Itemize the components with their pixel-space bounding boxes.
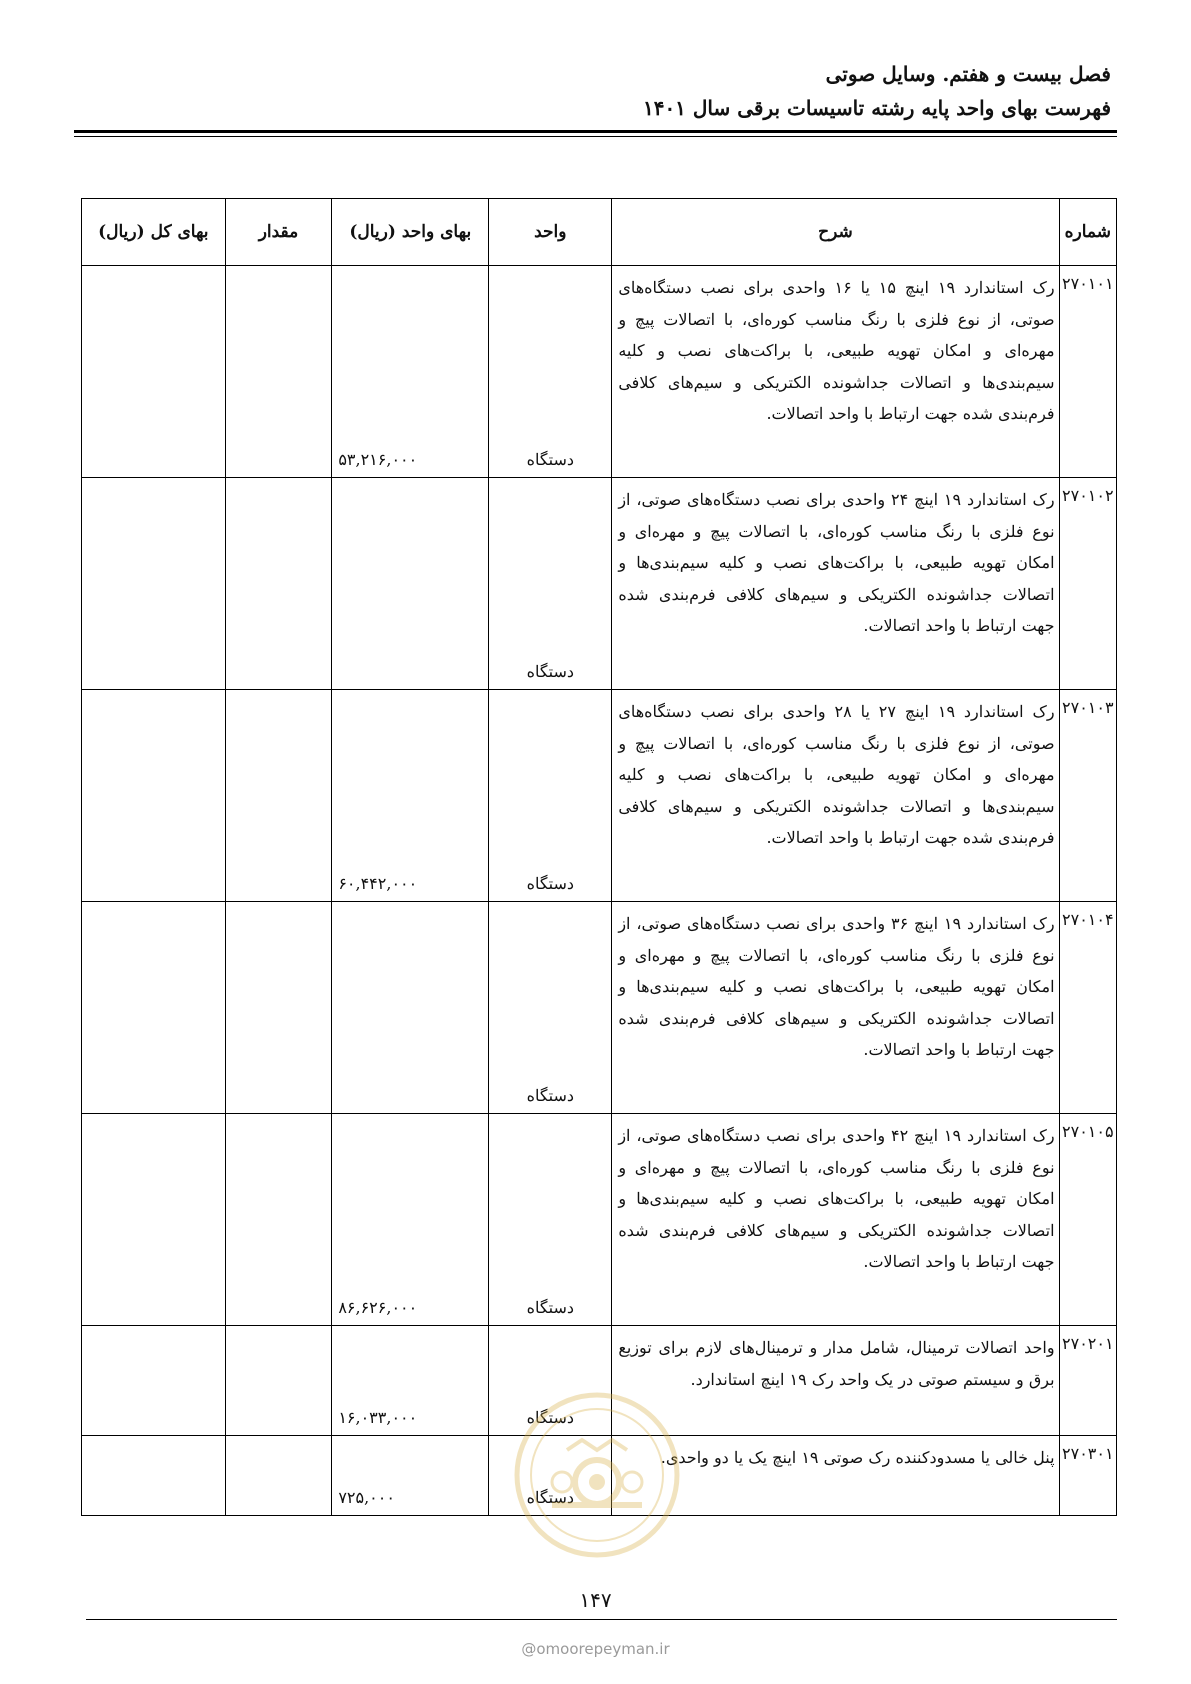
item-number: ۲۷۰۱۰۲ [1059, 478, 1116, 690]
item-unit: دستگاه [489, 902, 612, 1114]
header-total-price: بهای کل (ریال) [82, 199, 226, 266]
item-description: رک استاندارد ۱۹ اینچ ۲۴ واحدی برای نصب دستگاه‌های صوتی، از نوع فلزی با رنگ مناسب کوره‌ای، با اتصالات پیچ و مهره‌ای و امکان تهویه طبیعی، با براکت‌های نصب و کلیه سیم‌بندی‌ها و اتصالات جداشونده الکتریکی و سیم‌های کلافی فرم‌بندی شده جهت ارتباط با واحد اتصالات. [612, 478, 1059, 690]
item-unit: دستگاه [489, 266, 612, 478]
item-total-price [82, 1326, 226, 1436]
item-unit: دستگاه [489, 690, 612, 902]
item-number: ۲۷۰۱۰۵ [1059, 1114, 1116, 1326]
header-description: شرح [612, 199, 1059, 266]
item-number: ۲۷۰۱۰۴ [1059, 902, 1116, 1114]
item-total-price [82, 266, 226, 478]
item-description: رک استاندارد ۱۹ اینچ ۳۶ واحدی برای نصب دستگاه‌های صوتی، از نوع فلزی با رنگ مناسب کوره‌ای، با اتصالات پیچ و مهره‌ای و امکان تهویه طبیعی، با براکت‌های نصب و کلیه سیم‌بندی‌ها و اتصالات جداشونده الکتریکی و سیم‌های کلافی فرم‌بندی شده جهت ارتباط با واحد اتصالات. [612, 902, 1059, 1114]
item-description: رک استاندارد ۱۹ اینچ ۲۷ یا ۲۸ واحدی برای نصب دستگاه‌های صوتی، از نوع فلزی با رنگ مناسب کوره‌ای، با اتصالات پیچ و مهره‌ای و امکان تهویه طبیعی، با براکت‌های نصب و کلیه سیم‌بندی‌ها و اتصالات جداشونده الکتریکی و سیم‌های کلافی فرم‌بندی شده جهت ارتباط با واحد اتصالات. [612, 690, 1059, 902]
table-row [82, 478, 1117, 690]
item-description: پنل خالی یا مسدودکننده رک صوتی ۱۹ اینچ یک یا دو واحدی. [612, 1436, 1059, 1516]
page-header [0, 0, 1191, 140]
footer-rule [86, 1619, 1117, 1620]
header-rule-thick [74, 130, 1117, 133]
item-number: ۲۷۰۳۰۱ [1059, 1436, 1116, 1516]
item-number: ۲۷۰۱۰۳ [1059, 690, 1116, 902]
item-total-price [82, 1114, 226, 1326]
item-quantity [225, 690, 332, 902]
header-quantity: مقدار [225, 199, 332, 266]
item-unit-price: ۱۶,۰۳۳,۰۰۰ [332, 1326, 489, 1436]
item-unit: دستگاه [489, 1326, 612, 1436]
item-unit-price [332, 902, 489, 1114]
header-number: شماره [1059, 199, 1116, 266]
item-description: رک استاندارد ۱۹ اینچ ۴۲ واحدی برای نصب دستگاه‌های صوتی، از نوع فلزی با رنگ مناسب کوره‌ای، با اتصالات پیچ و مهره‌ای و امکان تهویه طبیعی، با براکت‌های نصب و کلیه سیم‌بندی‌ها و اتصالات جداشونده الکتریکی و سیم‌های کلافی فرم‌بندی شده جهت ارتباط با واحد اتصالات. [612, 1114, 1059, 1326]
item-description: رک استاندارد ۱۹ اینچ ۱۵ یا ۱۶ واحدی برای نصب دستگاه‌های صوتی، از نوع فلزی با رنگ مناسب کوره‌ای، با اتصالات پیچ و مهره‌ای و امکان تهویه طبیعی، با براکت‌های نصب و کلیه سیم‌بندی‌ها و اتصالات جداشونده الکتریکی و سیم‌های کلافی فرم‌بندی شده جهت ارتباط با واحد اتصالات. [612, 266, 1059, 478]
table-row [82, 1436, 1117, 1516]
header-unit: واحد [489, 199, 612, 266]
item-number: ۲۷۰۱۰۱ [1059, 266, 1116, 478]
header-unit-price: بهای واحد (ریال) [332, 199, 489, 266]
item-number: ۲۷۰۲۰۱ [1059, 1326, 1116, 1436]
table-row [82, 690, 1117, 902]
table-row [82, 1114, 1117, 1326]
item-quantity [225, 1436, 332, 1516]
item-quantity [225, 902, 332, 1114]
item-total-price [82, 478, 226, 690]
item-quantity [225, 266, 332, 478]
watermark-url: @omoorepeyman.ir [521, 1640, 670, 1658]
page-number: ۱۴۷ [579, 1588, 612, 1612]
table-row [82, 902, 1117, 1114]
header-rule-thin [74, 136, 1117, 137]
price-table [81, 198, 1117, 1516]
item-total-price [82, 1436, 226, 1516]
chapter-title: فصل بیست و هفتم. وسایل صوتی [825, 62, 1111, 86]
item-unit: دستگاه [489, 1436, 612, 1516]
item-unit-price: ۶۰,۴۴۲,۰۰۰ [332, 690, 489, 902]
item-unit-price: ۷۲۵,۰۰۰ [332, 1436, 489, 1516]
item-description: واحد اتصالات ترمینال، شامل مدار و ترمینال‌های لازم برای توزیع برق و سیستم صوتی در یک واحد رک ۱۹ اینچ استاندارد. [612, 1326, 1059, 1436]
item-unit: دستگاه [489, 478, 612, 690]
item-unit-price [332, 478, 489, 690]
price-list-title: فهرست بهای واحد پایه رشته تاسیسات برقی سال ۱۴۰۱ [642, 96, 1111, 120]
item-unit-price: ۵۳,۲۱۶,۰۰۰ [332, 266, 489, 478]
item-quantity [225, 1114, 332, 1326]
item-unit-price: ۸۶,۶۲۶,۰۰۰ [332, 1114, 489, 1326]
item-quantity [225, 1326, 332, 1436]
item-total-price [82, 902, 226, 1114]
table-row [82, 266, 1117, 478]
table-row [82, 1326, 1117, 1436]
table-header-row [82, 199, 1117, 266]
item-quantity [225, 478, 332, 690]
item-unit: دستگاه [489, 1114, 612, 1326]
item-total-price [82, 690, 226, 902]
